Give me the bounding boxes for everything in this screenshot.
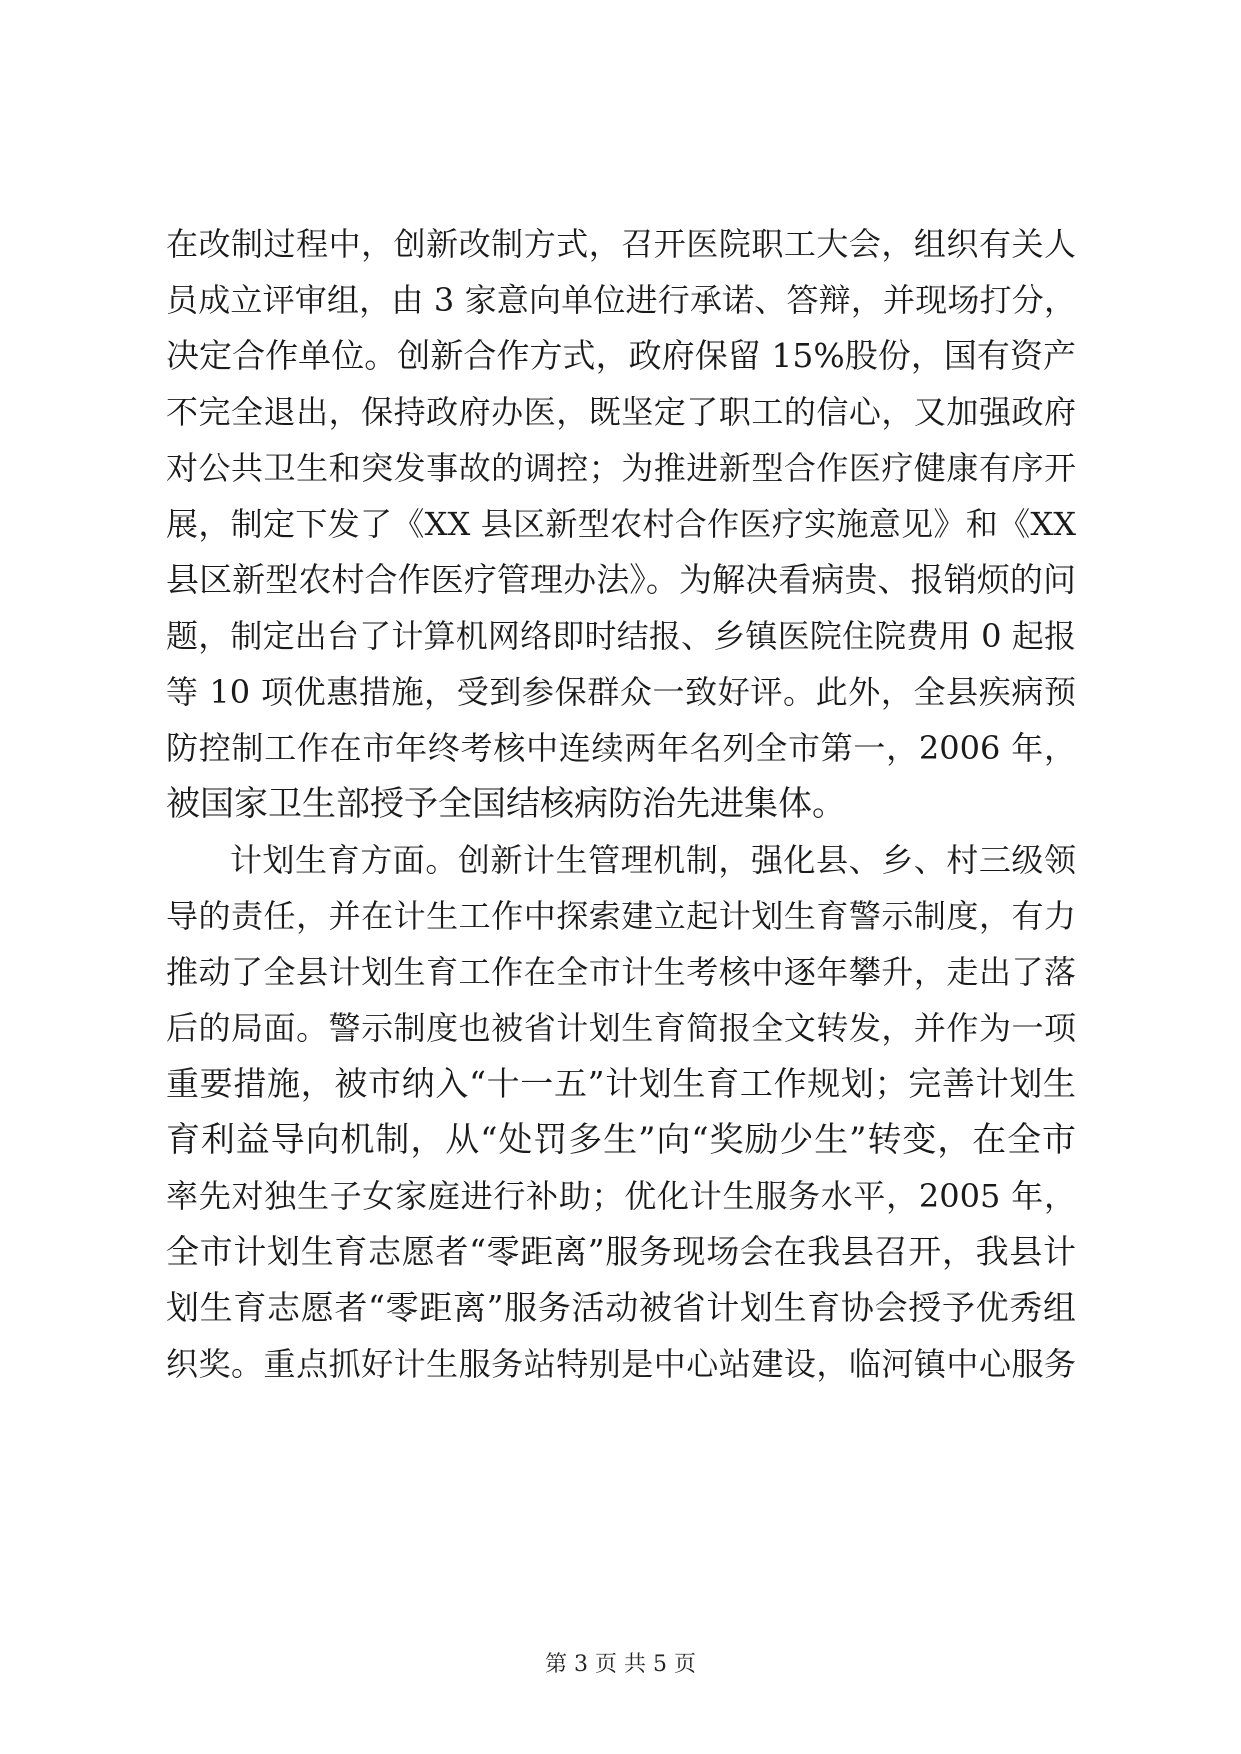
- paragraph-line: 织奖。重点抓好计生服务站特别是中心站建设，临河镇中心服务: [166, 1345, 1076, 1383]
- paragraph-line: 率先对独生子女家庭进行补助；优化计生服务水平，2005 年，: [166, 1177, 1076, 1215]
- paragraph-line: 全市计划生育志愿者“零距离”服务现场会在我县召开，我县计: [166, 1232, 1076, 1271]
- paragraph-line: 划生育志愿者“零距离”服务活动被省计划生育协会授予优秀组: [166, 1288, 1076, 1327]
- paragraph-line: 员成立评审组，由 3 家意向单位进行承诺、答辩，并现场打分，: [166, 281, 1076, 319]
- paragraph-line: 在改制过程中，创新改制方式，召开医院职工大会，组织有关人: [166, 225, 1076, 263]
- paragraph-line: 等 10 项优惠措施，受到参保群众一致好评。此外，全县疾病预: [166, 673, 1076, 711]
- paragraph-line: 决定合作单位。创新合作方式，政府保留 15%股份，国有资产: [166, 336, 1076, 375]
- paragraph-line: 后的局面。警示制度也被省计划生育简报全文转发，并作为一项: [166, 1009, 1076, 1047]
- paragraph-line: 推动了全县计划生育工作在全市计生考核中逐年攀升，走出了落: [166, 953, 1076, 991]
- paragraph-line: 育利益导向机制，从“处罚多生”向“奖励少生”转变，在全市: [166, 1120, 1076, 1160]
- paragraph-line: 县区新型农村合作医疗管理办法》。为解决看病贵、报销烦的问: [166, 560, 1076, 599]
- paragraph-line: 防控制工作在市年终考核中连续两年名列全市第一，2006 年，: [166, 729, 1076, 767]
- paragraph-line: 计划生育方面。创新计生管理机制，强化县、乡、村三级领: [230, 841, 1076, 879]
- paragraph-line: 题，制定出台了计算机网络即时结报、乡镇医院住院费用 0 起报: [166, 617, 1076, 655]
- paragraph-line: 被国家卫生部授予全国结核病防治先进集体。: [166, 784, 846, 824]
- paragraph-line: 重要措施，被市纳入“十一五”计划生育工作规划；完善计划生: [166, 1064, 1076, 1103]
- paragraph-line: 对公共卫生和突发事故的调控；为推进新型合作医疗健康有序开: [166, 449, 1076, 487]
- paragraph-line: 不完全退出，保持政府办医，既坚定了职工的信心，又加强政府: [166, 393, 1076, 431]
- paragraph-line: 展，制定下发了《XX 县区新型农村合作医疗实施意见》和《XX: [166, 505, 1076, 543]
- paragraph-line: 导的责任，并在计生工作中探索建立起计划生育警示制度，有力: [166, 897, 1076, 935]
- page-number-footer: 第 3 页 共 5 页: [545, 1652, 696, 1677]
